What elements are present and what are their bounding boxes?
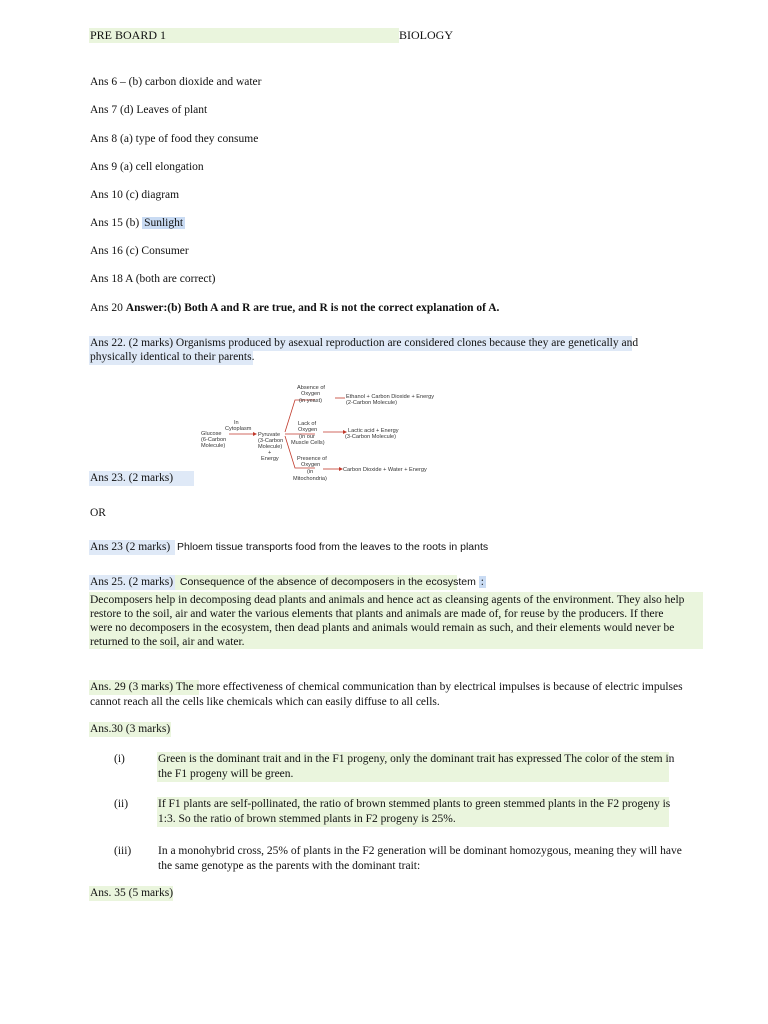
svg-text:(2-Carbon Molecule): (2-Carbon Molecule) — [346, 400, 397, 406]
answer-30-item-3-number: (iii) — [114, 845, 132, 857]
svg-text:(in: (in — [307, 469, 314, 475]
svg-text:Molecule): Molecule) — [201, 443, 226, 449]
presence-oxygen-label — [293, 456, 327, 482]
svg-text:Oxygen: Oxygen — [298, 427, 318, 433]
answer-6: Ans 6 – (b) carbon dioxide and water — [90, 76, 262, 88]
answer-30-item-1-number: (i) — [114, 753, 125, 765]
answer-25-line-1: Decomposers help in decomposing dead plants and animals and hence act as cleansing agents of the environment. They also help — [90, 594, 685, 606]
pyruvate-label — [258, 432, 283, 462]
svg-text:(in our: (in our — [299, 434, 315, 440]
svg-text:Cytoplasm: Cytoplasm — [225, 426, 252, 432]
answer-25-line-4: returned to the soil, air and water. — [90, 636, 245, 648]
answer-8: Ans 8 (a) type of food they consume — [90, 133, 259, 145]
answer-22-line-1: Ans 22. (2 marks) Organisms produced by asexual reproduction are considered clones because they are genetically and — [90, 337, 639, 349]
answer-30-item-3-line-1: In a monohybrid cross, 25% of plants in the F2 generation will be dominant homozygous, meaning they will have — [158, 845, 682, 857]
lack-oxygen-label — [291, 421, 325, 446]
glucose-label — [201, 431, 226, 449]
header-right: BIOLOGY — [399, 28, 453, 42]
svg-text:(in yeast): (in yeast) — [299, 398, 323, 404]
answer-7: Ans 7 (d) Leaves of plant — [90, 104, 208, 116]
svg-text:(3-Carbon: (3-Carbon — [258, 438, 284, 444]
svg-text:Ethanol + Carbon Dioxide + Ene: Ethanol + Carbon Dioxide + Energy — [346, 394, 435, 400]
svg-text:Molecule): Molecule) — [258, 444, 283, 450]
answer-30-item-2-line-1: If F1 plants are self-pollinated, the ratio of brown stemmed plants to green stemmed plants in the F2 progeny is — [158, 798, 671, 810]
answer-30-item-2-line-2: 1:3. So the ratio of brown stemmed plants in F2 progeny is 25%. — [158, 813, 456, 825]
or-label: OR — [90, 507, 106, 519]
answer-15-value: Sunlight — [144, 217, 184, 229]
svg-text:Oxygen: Oxygen — [301, 462, 321, 468]
svg-text:Muscle Cells): Muscle Cells) — [291, 440, 325, 446]
lactic-label — [345, 428, 399, 440]
answer-29-text-1: The more effectiveness of chemical communication than by electrical impulses is because of electric impulses — [175, 681, 683, 693]
answer-23b-label: Ans 23 (2 marks) — [90, 541, 171, 553]
answer-23b — [90, 540, 488, 555]
answer-29-line-1 — [90, 680, 683, 695]
answer-25-heading: Consequence of the absence of decomposers in the ecosystem — [179, 576, 476, 588]
svg-text:In: In — [234, 420, 239, 426]
answer-22-line-2: physically identical to their parents. — [90, 351, 255, 363]
answer-20-prefix: Ans 20 — [90, 302, 123, 314]
answer-30-label: Ans.30 (3 marks) — [90, 723, 171, 735]
answer-25-header — [90, 575, 486, 590]
answer-25-line-2: restore to the soil, air and water the various elements that plants and animals are made of, for reuse by the producers. If there — [90, 608, 664, 620]
answer-29-label: Ans. 29 (3 marks) — [90, 681, 174, 693]
answer-23b-text: Phloem tissue transports food from the leaves to the roots in plants — [177, 541, 489, 553]
answer-29-line-2: cannot reach all the cells like chemicals which can easily diffuse to all cells. — [90, 696, 440, 708]
co2-water-label: Carbon Dioxide + Water + Energy — [343, 467, 427, 473]
answer-16: Ans 16 (c) Consumer — [90, 245, 189, 257]
svg-text:Glucose: Glucose — [201, 431, 222, 437]
header-left: PRE BOARD 1 — [90, 28, 167, 42]
answer-10: Ans 10 (c) diagram — [90, 189, 180, 201]
svg-text:Presence of: Presence of — [297, 456, 327, 462]
svg-text:Absence of: Absence of — [297, 385, 325, 391]
answer-20 — [90, 301, 499, 316]
svg-text:(3-Carbon Molecule): (3-Carbon Molecule) — [345, 434, 396, 440]
answer-25-line-3: were no decomposers in the ecosystem, then dead plants and animals would remain as such, and their elements would never be — [90, 622, 675, 634]
answer-23-label: Ans 23. (2 marks) — [90, 472, 174, 484]
svg-text:Mitochondria): Mitochondria) — [293, 476, 327, 482]
answer-30-item-1-line-2: the F1 progeny will be green. — [158, 768, 294, 780]
answer-15 — [90, 216, 185, 231]
respiration-diagram — [195, 380, 435, 486]
svg-text:+: + — [268, 450, 272, 456]
svg-text:Pyruvate: Pyruvate — [258, 432, 281, 438]
answer-25-colon: : — [480, 576, 484, 588]
cytoplasm-label — [225, 420, 252, 432]
answer-15-prefix: Ans 15 (b) — [90, 217, 140, 229]
answer-30-item-2-number: (ii) — [114, 798, 129, 810]
absence-oxygen-label — [297, 385, 325, 404]
answer-30-item-3-line-2: the same genotype as the parents with the dominant trait: — [158, 860, 421, 872]
arrowhead-glucose-pyruvate — [253, 432, 257, 436]
answer-35-label: Ans. 35 (5 marks) — [90, 887, 174, 899]
answer-25-label: Ans 25. (2 marks) — [90, 576, 174, 588]
svg-text:Energy: Energy — [261, 456, 279, 462]
svg-text:Oxygen: Oxygen — [301, 391, 321, 397]
answer-30-item-1-line-1: Green is the dominant trait and in the F1 progeny, only the dominant trait has expressed The color of the stem in — [158, 753, 675, 765]
svg-text:(6-Carbon: (6-Carbon — [201, 437, 227, 443]
answer-9: Ans 9 (a) cell elongation — [90, 161, 204, 173]
answer-18: Ans 18 A (both are correct) — [90, 273, 216, 285]
svg-text:Lactic acid + Energy: Lactic acid + Energy — [348, 428, 399, 434]
svg-text:Lack of: Lack of — [298, 421, 317, 427]
answer-20-value: Answer:(b) Both A and R are true, and R is not the correct explanation of A. — [125, 302, 500, 314]
ethanol-label — [346, 394, 434, 406]
